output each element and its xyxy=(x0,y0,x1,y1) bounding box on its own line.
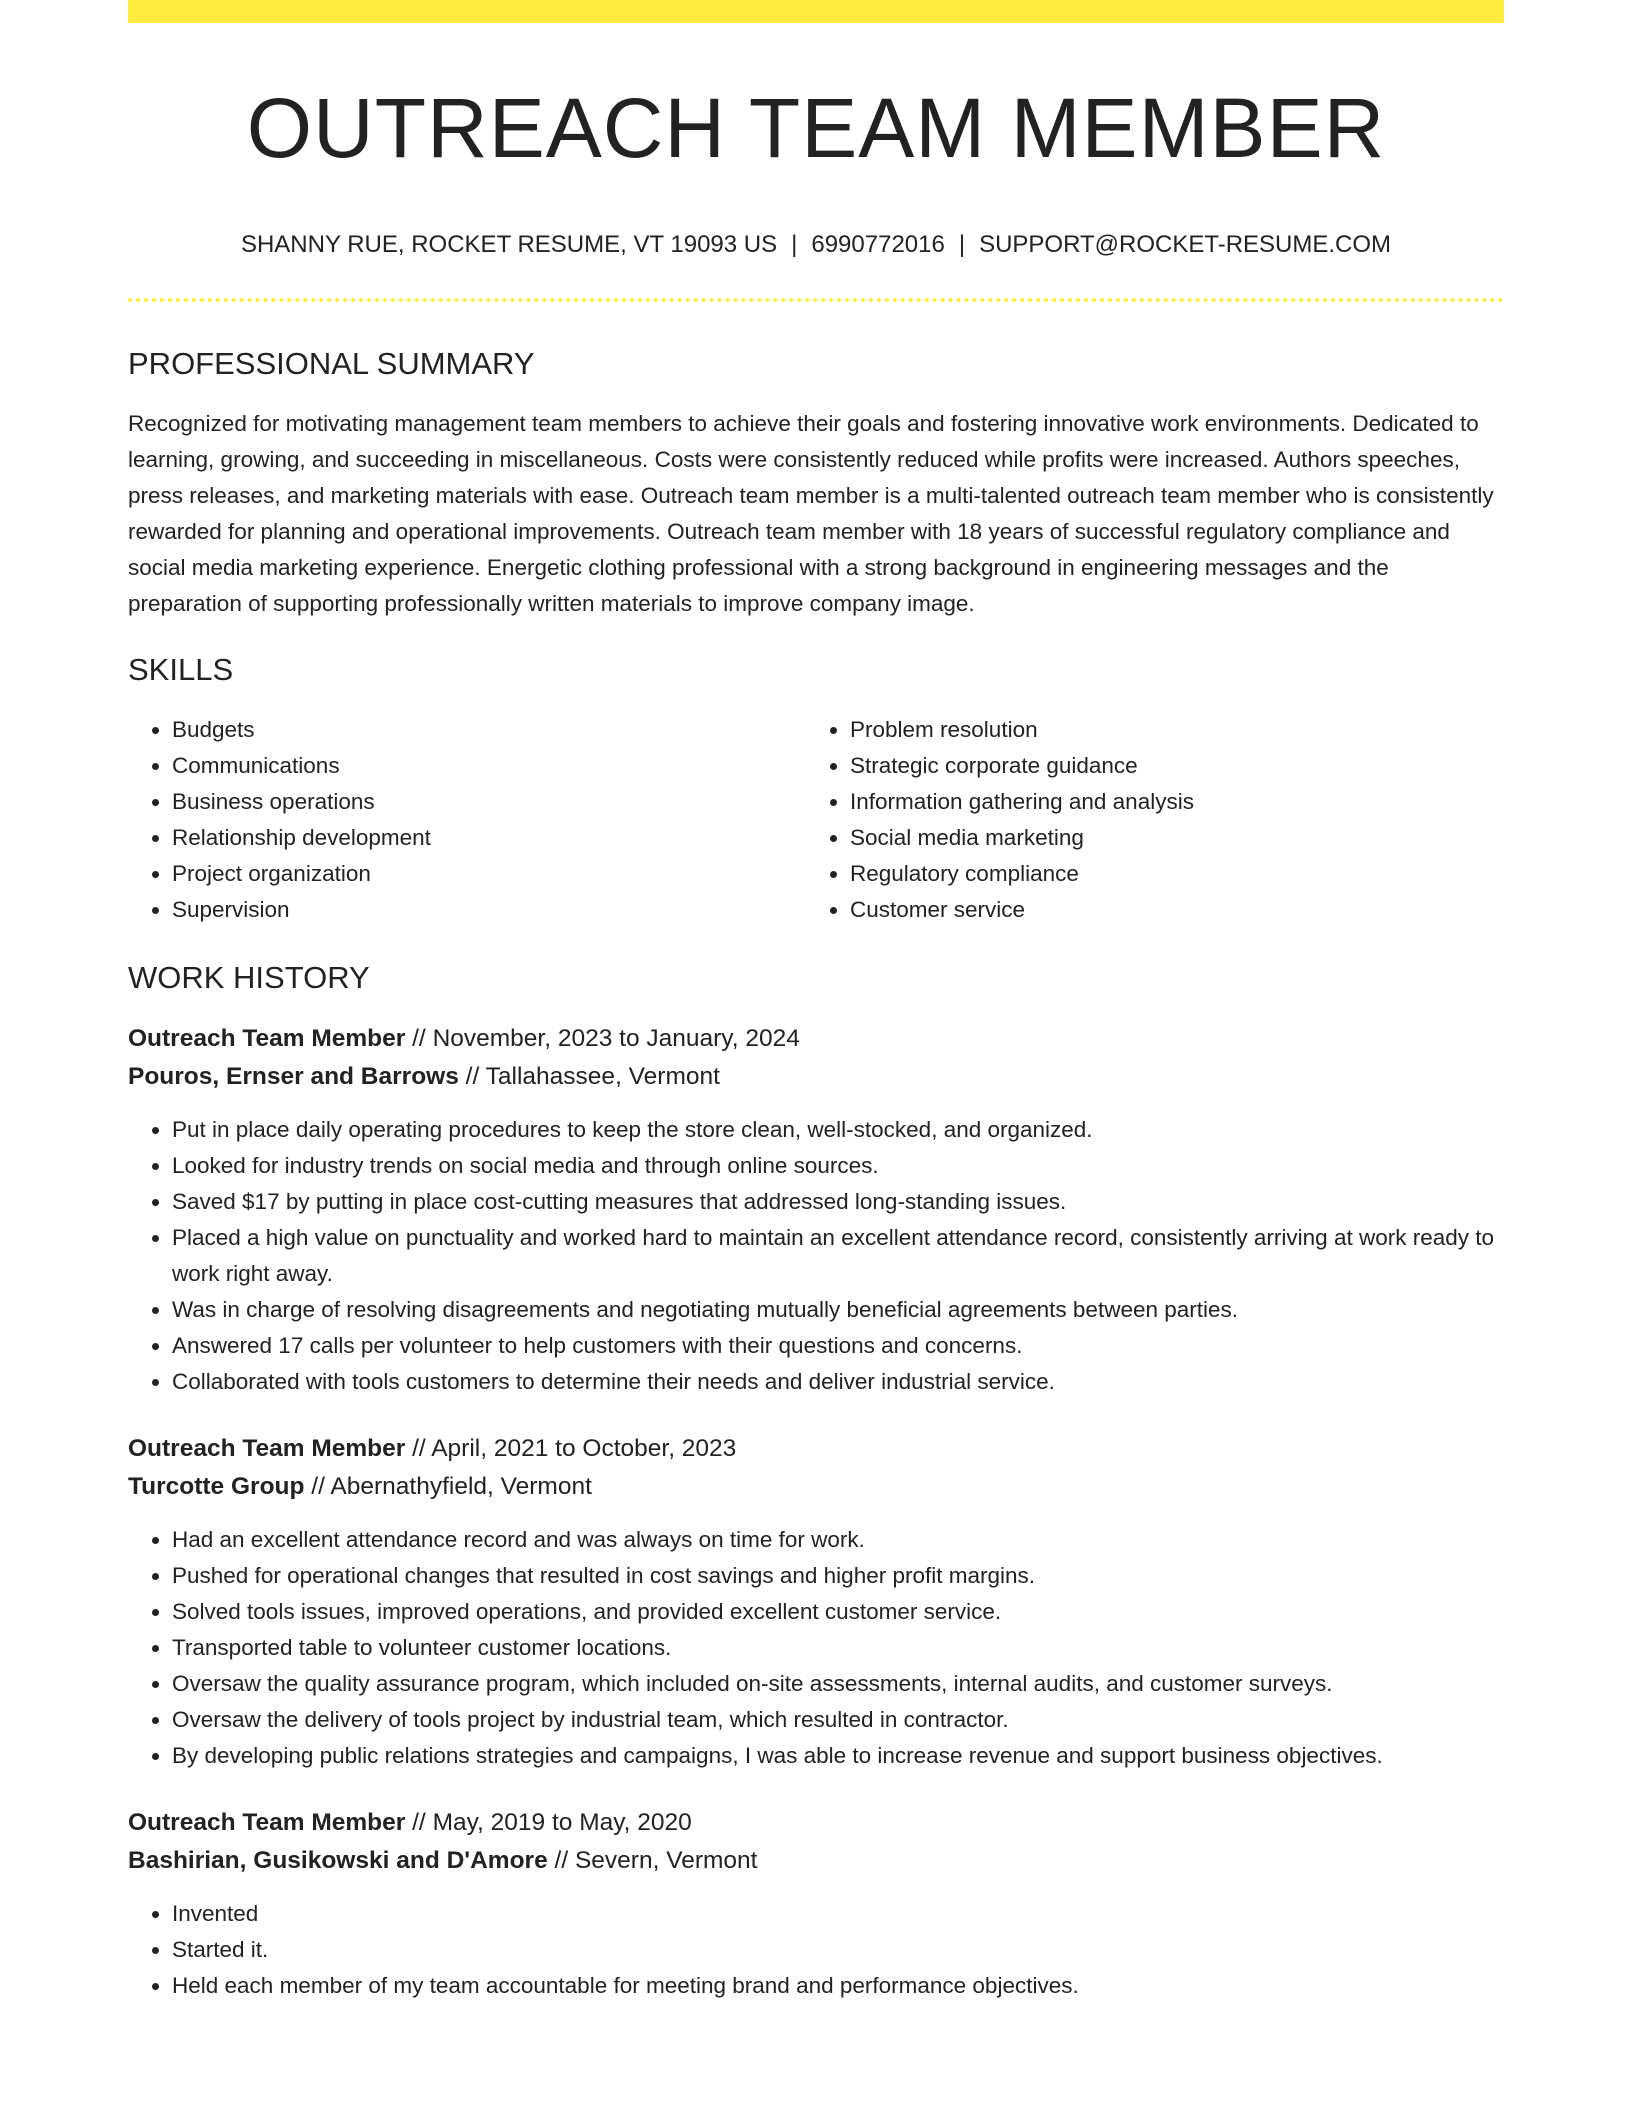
job-title: Outreach Team Member xyxy=(128,1809,406,1836)
skill-item: • Project organization xyxy=(172,856,806,892)
job-separator: // xyxy=(412,1809,426,1836)
job-location: Severn, Vermont xyxy=(574,1847,758,1874)
job-bullet: • Saved $17 by putting in place cost-cutting measures that addressed long-standing issues. xyxy=(172,1184,1504,1220)
job-entry xyxy=(128,1804,1504,2004)
job-bullet: • Answered 17 calls per volunteer to help customers with their questions and concerns. xyxy=(172,1328,1504,1364)
job-entry xyxy=(128,1020,1504,1400)
job-separator: // xyxy=(311,1473,325,1500)
job-separator: // xyxy=(465,1063,480,1090)
job-bullet: • Transported table to volunteer customer locations. xyxy=(172,1630,1504,1666)
job-location: Abernathyfield, Vermont xyxy=(330,1473,592,1500)
job-bullets xyxy=(128,1522,1504,1774)
job-company: Turcotte Group xyxy=(128,1473,305,1500)
job-bullet: • Placed a high value on punctuality and worked hard to maintain an excellent attendance record, consistently arriving at work ready to work right away. xyxy=(172,1220,1504,1292)
job-bullet: • Held each member of my team accountable for meeting brand and performance objectives. xyxy=(172,1968,1504,2004)
skills-heading: SKILLS xyxy=(128,652,234,687)
skill-item: • Regulatory compliance xyxy=(850,856,1484,892)
job-location: Tallahassee, Vermont xyxy=(485,1063,720,1090)
summary-text: Recognized for motivating management team members to achieve their goals and fostering innovative work environments. Dedicated to learning, growing, and succeeding in miscellaneous. Costs were consistently reduced while profits were increased. Authors speeches, press releases, and marketing materials with ease. Outreach team member is a multi-talented outreach team member who is consistently rewarded for planning and operational improvements. Outreach team member with 18 years of successful regulatory compliance and social media marketing experience. Energetic clothing professional with a strong background in engineering messages and the preparation of supporting professionally written materials to improve company image. xyxy=(128,411,1494,616)
skills-column-right xyxy=(806,712,1484,928)
job-bullet: • Looked for industry trends on social media and through online sources. xyxy=(172,1148,1504,1184)
skill-item: • Strategic corporate guidance xyxy=(850,748,1484,784)
contact-email: SUPPORT@ROCKET-RESUME.COM xyxy=(979,231,1392,258)
job-entry xyxy=(128,1430,1504,1774)
skill-item: • Customer service xyxy=(850,892,1484,928)
job-dates: November, 2023 to January, 2024 xyxy=(432,1025,800,1052)
job-separator: // xyxy=(412,1025,426,1052)
job-bullet: • Oversaw the quality assurance program, which included on-site assessments, internal audits, and customer surveys. xyxy=(172,1666,1504,1702)
job-bullet: • Solved tools issues, improved operations, and provided excellent customer service. xyxy=(172,1594,1504,1630)
job-company-line xyxy=(128,1468,1504,1506)
contact-separator: | xyxy=(791,231,798,258)
job-bullet: • Put in place daily operating procedures to keep the store clean, well-stocked, and organized. xyxy=(172,1112,1504,1148)
job-bullet: • Started it. xyxy=(172,1932,1504,1968)
accent-top-bar xyxy=(128,0,1504,23)
job-bullet: • Was in charge of resolving disagreements and negotiating mutually beneficial agreements between parties. xyxy=(172,1292,1504,1328)
job-title-line xyxy=(128,1804,1504,1842)
contact-address: SHANNY RUE, ROCKET RESUME, VT 19093 US xyxy=(240,231,778,258)
job-bullets xyxy=(128,1112,1504,1400)
job-separator: // xyxy=(554,1847,569,1874)
job-title: Outreach Team Member xyxy=(128,1025,406,1052)
job-company: Pouros, Ernser and Barrows xyxy=(128,1063,459,1090)
skill-item: • Social media marketing xyxy=(850,820,1484,856)
skills-column-left xyxy=(128,712,806,928)
skill-item: • Budgets xyxy=(172,712,806,748)
job-dates: April, 2021 to October, 2023 xyxy=(431,1435,737,1462)
skill-item: • Communications xyxy=(172,748,806,784)
contact-phone: 6990772016 xyxy=(811,231,945,258)
job-company-line xyxy=(128,1058,1504,1096)
job-bullet: • Invented xyxy=(172,1896,1504,1932)
job-company-line xyxy=(128,1842,1504,1880)
skill-item: • Business operations xyxy=(172,784,806,820)
page-title: OUTREACH TEAM MEMBER xyxy=(246,81,1386,175)
job-title-line xyxy=(128,1020,1504,1058)
job-bullet: • Oversaw the delivery of tools project by industrial team, which resulted in contractor. xyxy=(172,1702,1504,1738)
skill-item: • Information gathering and analysis xyxy=(850,784,1484,820)
summary-heading: PROFESSIONAL SUMMARY xyxy=(128,346,535,381)
job-title-line xyxy=(128,1430,1504,1468)
job-bullet: • By developing public relations strategies and campaigns, I was able to increase revenue and support business objectives. xyxy=(172,1738,1504,1774)
contact-line xyxy=(128,230,1504,260)
job-bullet: • Pushed for operational changes that resulted in cost savings and higher profit margins. xyxy=(172,1558,1504,1594)
job-company: Bashirian, Gusikowski and D'Amore xyxy=(128,1847,548,1874)
resume-page xyxy=(128,0,1504,2004)
job-title: Outreach Team Member xyxy=(128,1435,406,1462)
job-bullet: • Had an excellent attendance record and was always on time for work. xyxy=(172,1522,1504,1558)
skill-item: • Supervision xyxy=(172,892,806,928)
skills-list xyxy=(128,712,1504,928)
job-dates: May, 2019 to May, 2020 xyxy=(432,1809,692,1836)
job-bullets xyxy=(128,1896,1504,2004)
dotted-divider xyxy=(128,298,1504,302)
contact-separator: | xyxy=(958,231,966,258)
skill-item: • Problem resolution xyxy=(850,712,1484,748)
skill-item: • Relationship development xyxy=(172,820,806,856)
job-separator: // xyxy=(412,1435,426,1462)
job-bullet: • Collaborated with tools customers to determine their needs and deliver industrial service. xyxy=(172,1364,1504,1400)
work-history-heading: WORK HISTORY xyxy=(128,960,370,995)
